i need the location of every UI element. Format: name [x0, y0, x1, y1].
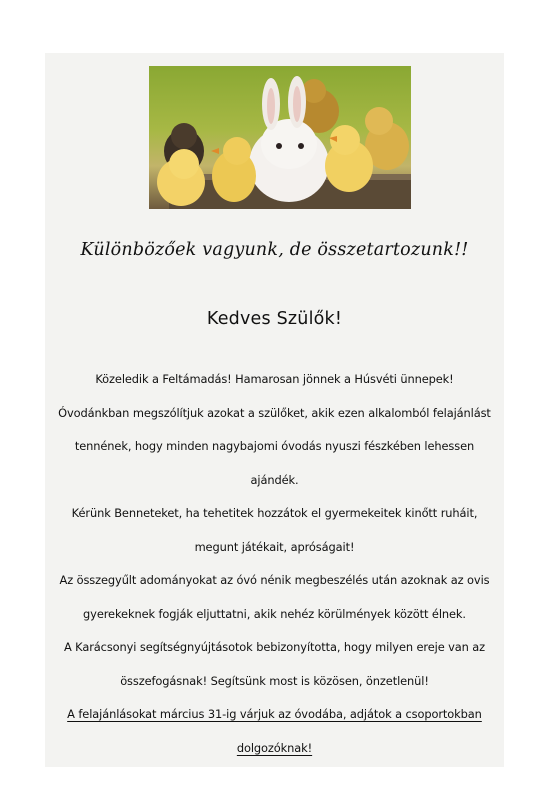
deadline-text: A felajánlásokat március 31-ig várjuk az óvodába, adjátok a csoportokban — [67, 707, 482, 721]
letter-line: Óvodánkban megszólítjuk azokat a szülőket, akik ezen alkalomból felajánlást — [58, 405, 491, 420]
letter-body — [45, 363, 504, 765]
letter-line: gyerekeknek fogják eljuttatni, akik nehéz körülmények között élnek. — [83, 606, 466, 621]
deadline-line — [45, 698, 504, 732]
letter-line: Közeledik a Feltámadás! Hamarosan jönnek a Húsvéti ünnepek! — [95, 372, 454, 386]
letter-line: Az összegyűlt adományokat az óvó nénik megbeszélés után azoknak az ovis — [59, 573, 490, 587]
deadline-text: dolgozóknak! — [236, 740, 313, 755]
letter-line: megunt játékait, apróságait! — [194, 539, 355, 554]
bunny-and-chicks-image — [149, 66, 411, 209]
easter-photo — [149, 66, 411, 209]
letter-line: Kérünk Benneteket, ha tehetitek hozzátok el gyermekeitek kinőtt ruháit, — [71, 506, 478, 520]
letter-line: tennének, hogy minden nagybajomi óvodás nyuszi fészkében lehessen — [74, 439, 475, 453]
deadline-line — [45, 732, 504, 766]
letter-line: összefogásnak! Segítsünk most is közösen, önzetlenül! — [120, 673, 429, 688]
letter-line: ajándék. — [250, 472, 299, 487]
flyer-page — [45, 53, 504, 767]
letter-line: A Karácsonyi segítségnyújtásotok bebizonyította, hogy milyen ereje van az — [63, 640, 486, 654]
motto-heading: Különbözőek vagyunk, de összetartozunk!! — [80, 240, 469, 260]
greeting-heading: Kedves Szülők! — [206, 309, 343, 329]
